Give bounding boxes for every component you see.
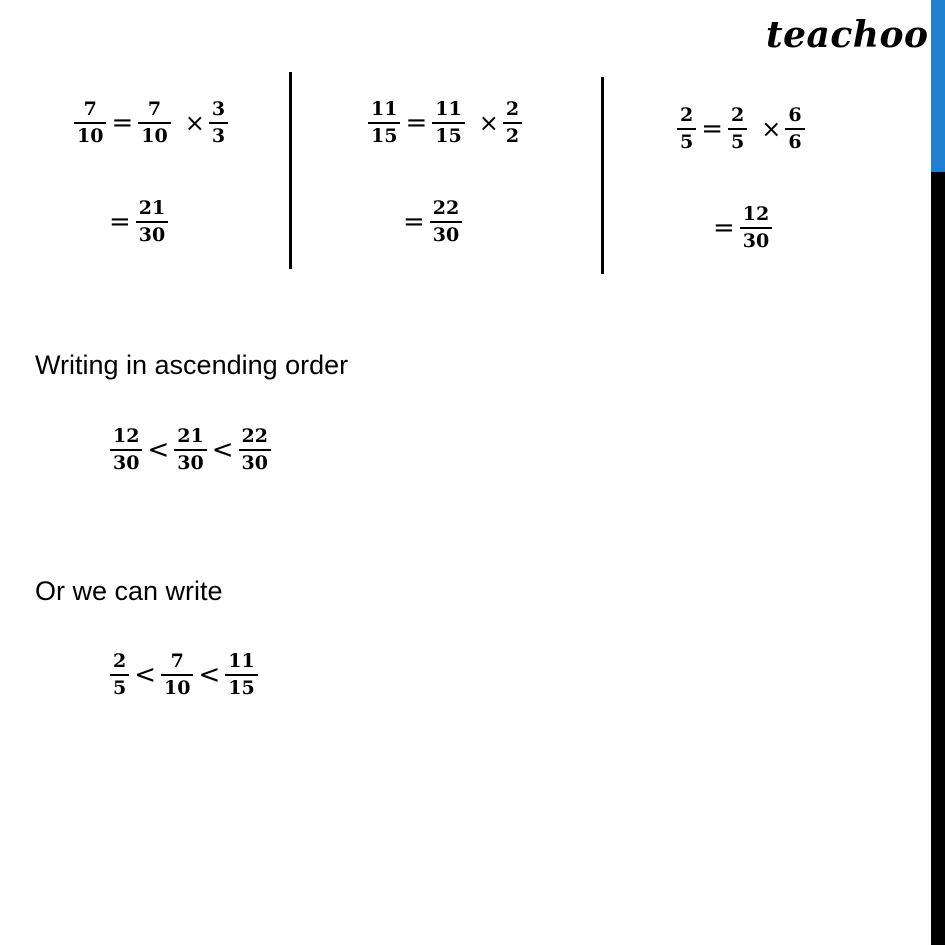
fraction-rhs: $\frac{7}{10}$ xyxy=(138,100,170,146)
col2-conversion xyxy=(368,100,522,146)
fraction-multiplier: $\frac{3}{3}$ xyxy=(209,100,228,146)
ascending-heading: Writing in ascending order xyxy=(35,350,349,380)
column-divider-2 xyxy=(601,77,604,274)
col3-conversion xyxy=(677,106,805,152)
fraction-multiplier: $\frac{2}{2}$ xyxy=(503,100,522,146)
equals-sign: = xyxy=(109,207,131,237)
less-than-sign: < xyxy=(134,660,157,690)
alternative-order-expression xyxy=(110,652,258,698)
fraction: $\frac{2}{5}$ xyxy=(110,652,129,698)
column-divider-1 xyxy=(289,72,292,269)
less-than-sign: < xyxy=(198,660,221,690)
fraction: $\frac{12}{30}$ xyxy=(110,427,142,473)
col3-result xyxy=(708,205,772,251)
ascending-order-expression xyxy=(110,427,271,473)
col1-result xyxy=(104,199,168,245)
fraction: $\frac{21}{30}$ xyxy=(174,427,206,473)
less-than-sign: < xyxy=(147,435,170,465)
fraction-result: $\frac{12}{30}$ xyxy=(740,205,772,251)
fraction: $\frac{22}{30}$ xyxy=(239,427,271,473)
times-sign: × xyxy=(478,109,499,137)
fraction-result: $\frac{21}{30}$ xyxy=(136,199,168,245)
fraction-multiplier: $\frac{6}{6}$ xyxy=(785,106,804,152)
fraction-result: $\frac{22}{30}$ xyxy=(430,199,462,245)
less-than-sign: < xyxy=(211,435,234,465)
alternative-heading: Or we can write xyxy=(35,576,223,606)
fraction-lhs: $\frac{11}{15}$ xyxy=(368,100,400,146)
times-sign: × xyxy=(184,109,205,137)
col1-conversion xyxy=(74,100,228,146)
equals-sign: = xyxy=(713,213,735,243)
equals-sign: = xyxy=(405,108,428,138)
equals-sign: = xyxy=(403,207,425,237)
fraction: $\frac{7}{10}$ xyxy=(161,652,193,698)
right-edge-accent xyxy=(931,0,945,172)
fraction-lhs: $\frac{7}{10}$ xyxy=(74,100,106,146)
col2-result xyxy=(398,199,462,245)
teachoo-logo: teachoo xyxy=(766,14,929,56)
times-sign: × xyxy=(761,115,782,143)
fraction-lhs: $\frac{2}{5}$ xyxy=(677,106,696,152)
equals-sign: = xyxy=(701,114,724,144)
fraction-rhs: $\frac{11}{15}$ xyxy=(432,100,464,146)
equals-sign: = xyxy=(111,108,134,138)
fraction-rhs: $\frac{2}{5}$ xyxy=(728,106,747,152)
fraction: $\frac{11}{15}$ xyxy=(225,652,257,698)
